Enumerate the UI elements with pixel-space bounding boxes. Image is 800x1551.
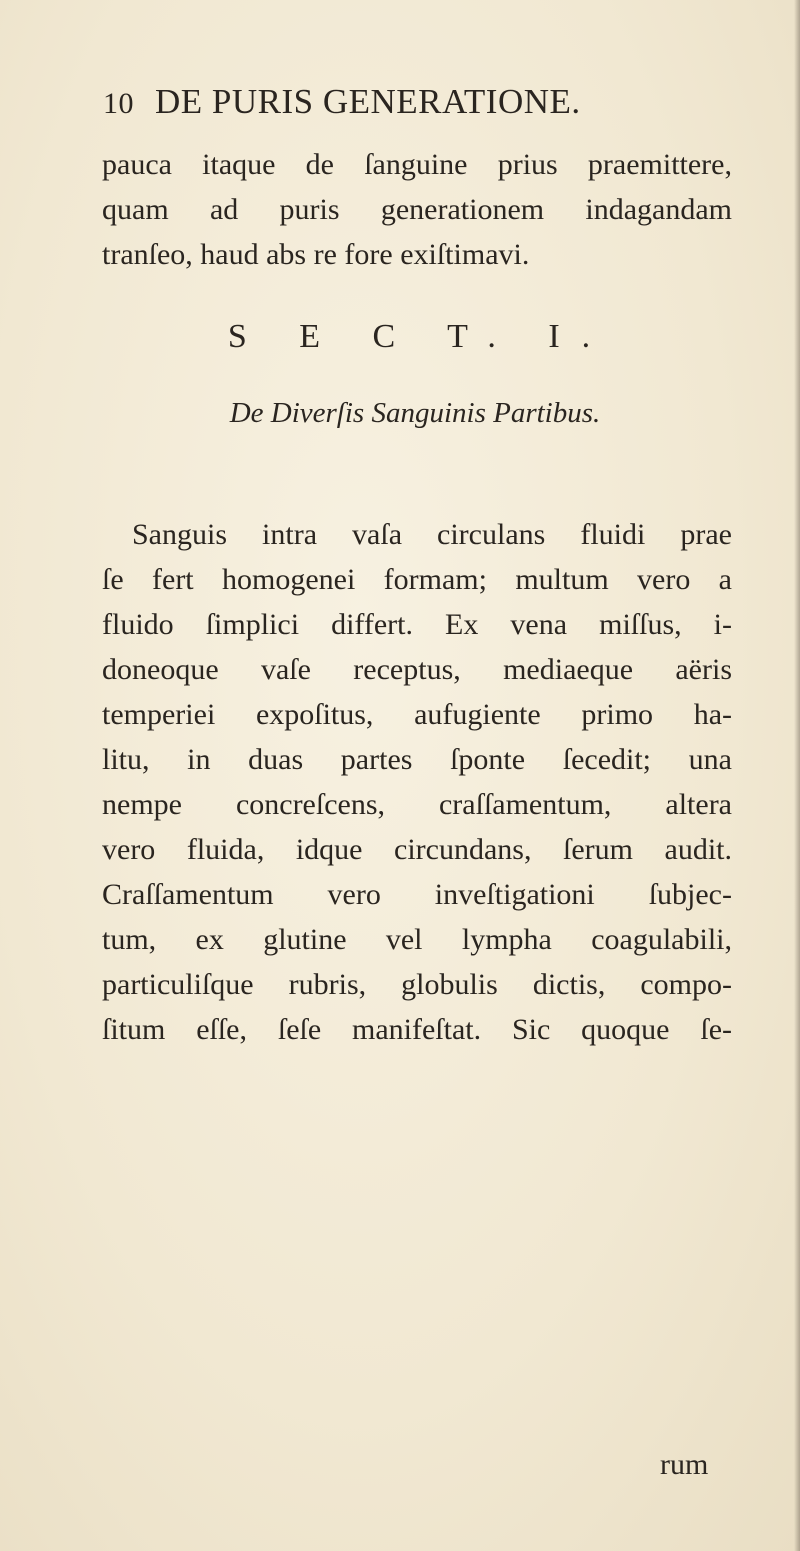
text-line: litu, in duas partes ſponte ſecedit; una bbox=[102, 743, 732, 776]
text-line: tranſeo, haud abs re fore exiſtimavi. bbox=[102, 238, 530, 271]
text-line: doneoque vaſe receptus, mediaeque aëris bbox=[102, 653, 732, 686]
body-paragraph bbox=[102, 512, 732, 1052]
text-line: quam ad puris generationem indagandam bbox=[102, 193, 732, 226]
text-line: tum, ex glutine vel lympha coagulabili, bbox=[102, 923, 732, 956]
running-title: DE PURIS GENERATIONE. bbox=[155, 82, 581, 121]
text-line: Craſſamentum vero inveſtigationi ſubjec- bbox=[102, 878, 732, 911]
text-line: particuliſque rubris, globulis dictis, compo- bbox=[102, 968, 732, 1001]
text-line: pauca itaque de ſanguine prius praemittere, bbox=[102, 148, 732, 181]
text-line: temperiei expoſitus, aufugiente primo ha- bbox=[102, 698, 732, 731]
page-edge-shadow bbox=[794, 0, 800, 1551]
text-line: vero fluida, idque circundans, ſerum audit. bbox=[102, 833, 732, 866]
page-header bbox=[103, 82, 763, 122]
page-number: 10 bbox=[103, 87, 134, 120]
section-heading: S E C T. I. bbox=[227, 318, 613, 355]
text-line: ſe fert homogenei formam; multum vero a bbox=[102, 563, 732, 596]
intro-paragraph bbox=[102, 142, 732, 277]
text-line: Sanguis intra vaſa circulans fluidi prae bbox=[132, 518, 732, 551]
section-subtitle: De Diverſis Sanguinis Partibus. bbox=[229, 397, 601, 429]
text-line: ſitum eſſe, ſeſe manifeſtat. Sic quoque ſe- bbox=[102, 1013, 732, 1046]
text-line: fluido ſimplici differt. Ex vena miſſus, i- bbox=[102, 608, 732, 641]
text-line: nempe concreſcens, craſſamentum, altera bbox=[102, 788, 732, 821]
catchword: rum bbox=[660, 1448, 709, 1481]
